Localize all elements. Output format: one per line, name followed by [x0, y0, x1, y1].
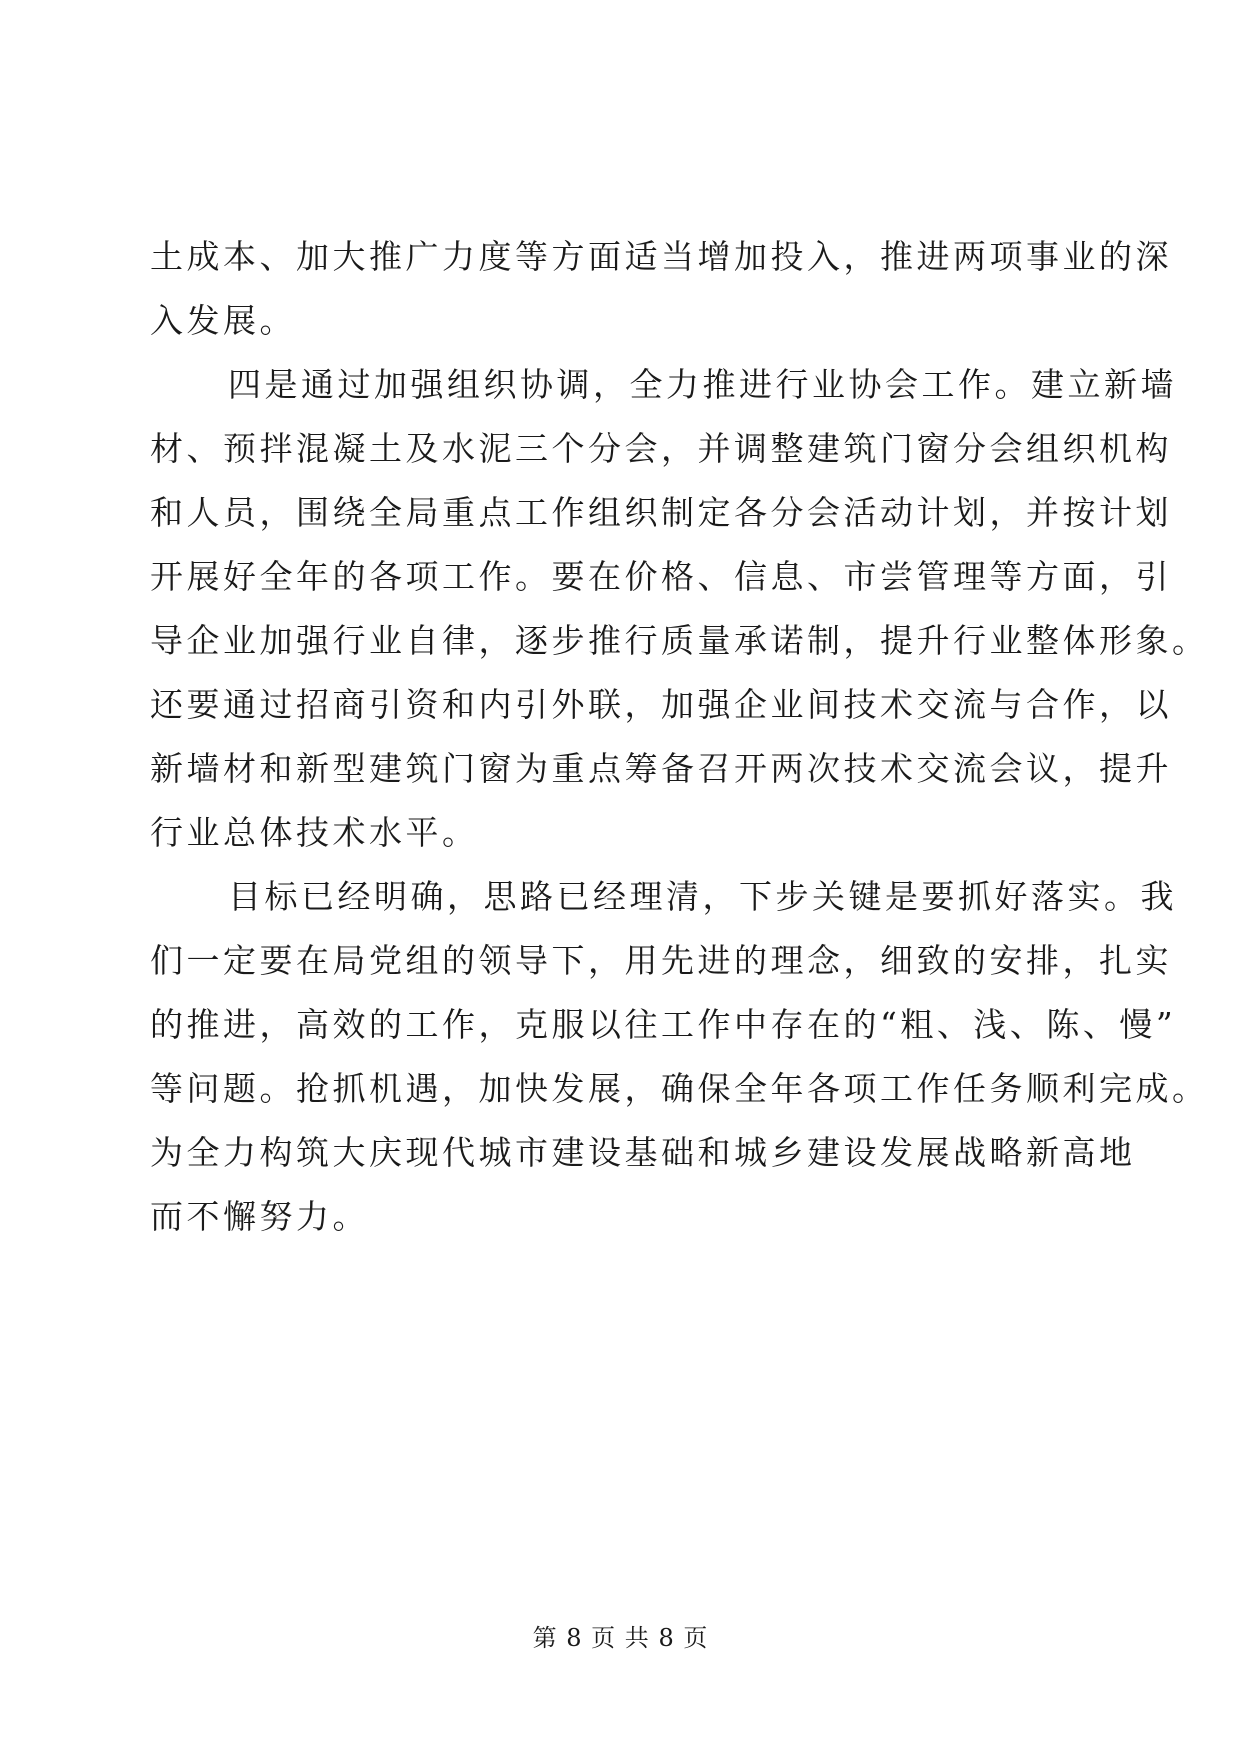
text-line: 新墙材和新型建筑门窗为重点筹备召开两次技术交流会议，提升	[150, 749, 1172, 788]
text-line: 四是通过加强组织协调，全力推进行业协会工作。建立新墙	[228, 365, 1177, 404]
paragraph-association-work	[150, 353, 1209, 865]
document-body	[150, 225, 1209, 1249]
text-line: 还要通过招商引资和内引外联，加强企业间技术交流与合作，以	[150, 685, 1172, 724]
text-line: 导企业加强行业自律，逐步推行质量承诺制，提升行业整体形象。	[150, 621, 1209, 660]
text-line: 等问题。抢抓机遇，加快发展，确保全年各项工作任务顺利完成。	[150, 1069, 1209, 1108]
paragraph-conclusion	[150, 865, 1209, 1249]
text-line: 的推进，高效的工作，克服以往工作中存在的“粗、浅、陈、慢”	[150, 1005, 1177, 1044]
text-line: 和人员，围绕全局重点工作组织制定各分会活动计划，并按计划	[150, 493, 1172, 532]
paragraph-continuation	[150, 225, 1172, 353]
text-line: 而不懈努力。	[150, 1197, 369, 1236]
page-footer	[0, 1618, 1241, 1653]
text-line: 为全力构筑大庆现代城市建设基础和城乡建设发展战略新高地	[150, 1133, 1136, 1172]
text-line: 行业总体技术水平。	[150, 813, 479, 852]
text-line: 入发展。	[150, 301, 296, 340]
text-line: 土成本、加大推广力度等方面适当增加投入，推进两项事业的深	[150, 237, 1172, 276]
text-line: 们一定要在局党组的领导下，用先进的理念，细致的安排，扎实	[150, 941, 1172, 980]
text-line: 开展好全年的各项工作。要在价格、信息、市尝管理等方面，引	[150, 557, 1172, 596]
text-line: 目标已经明确，思路已经理清，下步关键是要抓好落实。我	[228, 877, 1177, 916]
text-line: 材、预拌混凝土及水泥三个分会，并调整建筑门窗分会组织机构	[150, 429, 1172, 468]
page-indicator: 第 8 页 共 8 页	[532, 1624, 709, 1652]
